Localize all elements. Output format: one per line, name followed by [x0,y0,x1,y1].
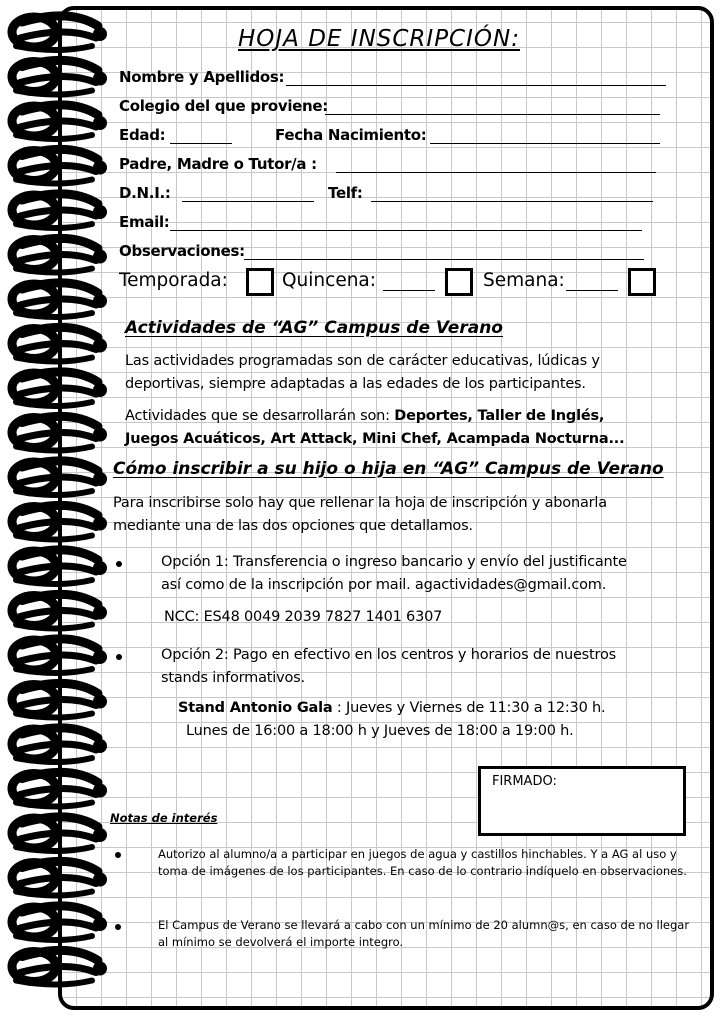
semana-checkbox[interactable] [628,268,656,296]
fecha-field[interactable] [430,143,660,144]
inscribir-line1: Para inscribirse solo hay que rellenar la hoja de inscripción y abonarla [113,495,607,511]
stand-hours1: : Jueves y Viernes de 11:30 a 12:30 h. [332,700,606,716]
telf-field[interactable] [371,201,653,202]
stand-line1 [178,700,605,716]
dni-label: D.N.I.: [119,184,171,202]
actividades-list-line1 [125,408,604,424]
tutor-label: Padre, Madre o Tutor/a : [119,155,317,173]
opcion1-line1: Opción 1: Transferencia o ingreso bancario y envío del justificante [161,554,627,570]
opcion1-line2: así como de la inscripción por mail. agactividades@gmail.com. [161,577,607,593]
opcion2-line2: stands informativos. [161,670,305,686]
inscribir-heading: Cómo inscribir a su hijo o hija en “AG” Campus de Verano [113,459,664,479]
observaciones-label: Observaciones: [119,242,245,260]
semana-field[interactable] [566,290,618,291]
bullet-icon [116,654,122,660]
inscribir-line2: mediante una de las dos opciones que detallamos. [113,518,473,534]
observaciones-field[interactable] [244,259,644,260]
bullet-icon [115,924,121,930]
actividades-heading: Actividades de “AG” Campus de Verano [125,318,503,338]
page-title: HOJA DE INSCRIPCIÓN: [238,26,520,52]
temporada-checkbox[interactable] [246,268,274,296]
actividades-list-bold2: Juegos Acuáticos, Art Attack, Mini Chef, Acampada Nocturna... [125,431,625,447]
quincena-label: Quincena: [282,270,376,291]
stand-line2: Lunes de 16:00 a 18:00 h y Jueves de 18:00 a 19:00 h. [186,723,574,739]
actividades-intro-line1: Las actividades programadas son de carácter educativas, lúdicas y [125,353,600,369]
edad-label: Edad: [119,126,166,144]
bullet-icon [115,852,121,858]
nombre-label: Nombre y Apellidos: [119,68,285,86]
actividades-list-bold1: Deportes, Taller de Inglés, [394,408,605,424]
colegio-label: Colegio del que proviene: [119,97,329,115]
tutor-field[interactable] [336,172,656,173]
nota1: Autorizo al alumno/a a participar en juegos de agua y castillos hinchables. Y a AG al uso y toma de imágenes de los participantes. En caso de lo contrario indíquelo en observaciones. [158,847,687,878]
telf-label: Telf: [328,184,363,202]
nota2: El Campus de Verano se llevará a cabo con un mínimo de 20 alumn@s, en caso de no llegar al mínimo se devolverá el importe integro. [158,918,690,949]
quincena-field[interactable] [383,290,435,291]
firmado-label: FIRMADO: [492,774,557,789]
bullet-icon [116,561,122,567]
nombre-field[interactable] [286,85,666,86]
colegio-field[interactable] [325,114,660,115]
actividades-intro-line2: deportivas, siempre adaptadas a las edades de los participantes. [125,376,586,392]
actividades-list-prefix: Actividades que se desarrollarán son: [125,408,395,424]
quincena-checkbox[interactable] [445,268,473,296]
notas-heading: Notas de interés [110,811,218,825]
dni-field[interactable] [182,201,314,202]
fecha-label: Fecha Nacimiento: [275,126,427,144]
ncc-text: NCC: ES48 0049 2039 7827 1401 6307 [164,609,443,625]
email-field[interactable] [170,230,642,231]
email-label: Email: [119,213,170,231]
opcion2-line1: Opción 2: Pago en efectivo en los centros y horarios de nuestros [161,647,616,663]
temporada-label: Temporada: [119,270,228,291]
semana-label: Semana: [483,270,565,291]
stand-name: Stand Antonio Gala [178,700,333,716]
spiral-binding-icon [0,0,120,1024]
edad-field[interactable] [170,143,232,144]
